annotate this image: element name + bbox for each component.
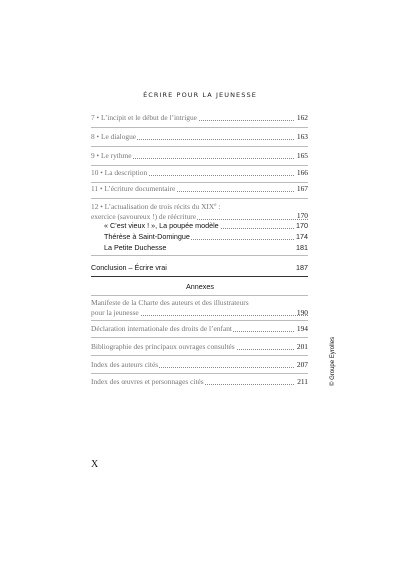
annex-entry-label: Index des œuvres et personnages cités: [91, 377, 204, 386]
annex-entry: [91, 377, 308, 387]
divider: [91, 373, 308, 374]
toc-entry-page: 162: [296, 113, 308, 122]
annex-entry-label: Index des auteurs cités: [91, 360, 159, 369]
toc-entry: [91, 132, 308, 142]
toc-entry-page: 187: [296, 263, 308, 272]
annex-entry: [91, 342, 308, 352]
toc-entry-label: « C’est vieux ! », La poupée modèle: [104, 221, 219, 230]
divider: [91, 198, 308, 199]
annex-entry-label: Bibliographie des principaux ouvrages consultés: [91, 342, 235, 351]
toc-entry: [91, 168, 308, 178]
toc-entry-label-line2: exercice (savoureux !) de réécriture: [91, 212, 197, 221]
annex-entry-label: Déclaration internationale des droits de l’enfant: [91, 324, 232, 333]
toc-entry: [91, 201, 308, 221]
divider: [91, 320, 308, 321]
toc-entry-label-line1: 12 • L’actualisation de trois récits du XIXe :: [91, 202, 221, 211]
annex-entry-page: 190: [296, 308, 308, 317]
divider: [91, 276, 308, 277]
toc-entry-label: Conclusion – Écrire vrai: [91, 263, 167, 272]
toc-entry-page: 170: [296, 211, 308, 220]
annex-entry-page: 201: [296, 342, 308, 351]
toc-entry-label: 10 • La description: [91, 168, 148, 177]
toc-entry-label: La Petite Duchesse: [104, 243, 167, 252]
toc-entry-page: 174: [296, 232, 308, 241]
annex-entry: [91, 298, 308, 318]
annex-entry: [91, 360, 308, 370]
toc-entry: [91, 113, 308, 123]
toc-entry-conclusion: [91, 263, 308, 273]
toc-entry: [91, 184, 308, 194]
toc-entry-label: 7 • L’incipit et le début de l’intrigue: [91, 113, 197, 122]
toc-entry-label: Thérèse à Saint-Domingue: [104, 232, 190, 241]
divider: [91, 295, 308, 296]
toc-subentry: [104, 232, 308, 242]
annex-entry: [91, 324, 308, 334]
toc-entry-page: 165: [296, 151, 308, 160]
divider: [91, 127, 308, 128]
copyright-notice: © Groupe Eyrolles: [330, 336, 336, 386]
divider: [91, 146, 308, 147]
toc-subentry: [104, 243, 308, 253]
toc-entry: [91, 151, 308, 161]
divider: [91, 182, 308, 183]
toc-entry-label: 8 • Le dialogue: [91, 132, 137, 141]
annex-entry-label-line2: pour la jeunesse: [91, 308, 139, 317]
divider: [91, 337, 308, 338]
toc-entry-page: 167: [296, 184, 308, 193]
toc-entry-label: 11 • L’écriture documentaire: [91, 184, 176, 193]
divider: [91, 165, 308, 166]
annex-entry-label-line1: Manifeste de la Charte des auteurs et des illustrateurs: [91, 298, 249, 307]
toc-subentry: [104, 221, 308, 231]
toc-entry-page: 181: [296, 243, 308, 252]
running-head: ÉCRIRE POUR LA JEUNESSE: [143, 91, 257, 99]
toc-entry-label: 9 • Le rythme: [91, 151, 132, 160]
annexes-heading: Annexes: [186, 282, 214, 291]
page-folio: X: [91, 459, 99, 470]
divider: [91, 355, 308, 356]
annex-entry-page: 194: [296, 324, 308, 333]
divider: [91, 255, 308, 256]
toc-entry-page: 170: [296, 221, 308, 230]
toc-entry-page: 166: [296, 168, 308, 177]
annex-entry-page: 207: [296, 360, 308, 369]
toc-entry-page: 163: [296, 132, 308, 141]
annex-entry-page: 211: [297, 377, 308, 386]
